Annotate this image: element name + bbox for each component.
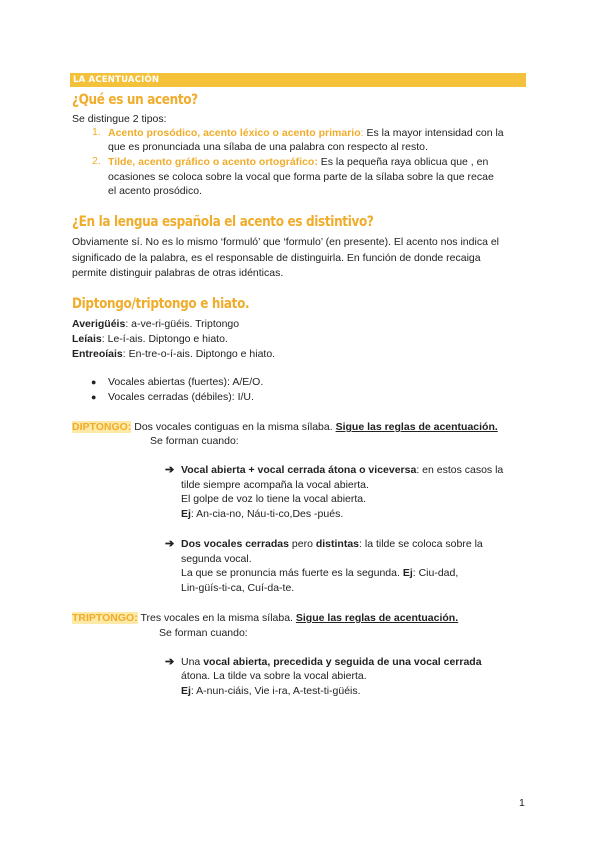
list-item-2-line2: ocasiones se coloca sobre la vocal que forma parte de la sílaba sobre la que recae bbox=[108, 171, 494, 183]
list-item-1: Acento prosódico, acento léxico o acento primario: Es la mayor intensidad con la bbox=[108, 127, 504, 139]
bullet-item: Vocales cerradas (débiles): I/U. bbox=[108, 391, 254, 403]
diptongo-case-1: Vocal abierta + vocal cerrada átona o viceversa: en estos casos la bbox=[181, 464, 504, 476]
diptongo-case-2-line: segunda vocal. bbox=[181, 553, 252, 565]
intro-text: Se distingue 2 tipos: bbox=[72, 113, 167, 125]
arrow-right-icon: ➔ bbox=[165, 656, 175, 668]
heading-que-es-acento: ¿Qué es un acento? bbox=[72, 92, 198, 108]
diptongo-case-2: Dos vocales cerradas pero distintas: la tilde se coloca sobre la bbox=[181, 538, 483, 550]
bullet-icon: ● bbox=[91, 377, 97, 387]
list-number-2: 2. bbox=[92, 155, 101, 167]
list-item-1-line2: que es pronunciada una sílaba de una palabra con respecto al resto. bbox=[108, 141, 428, 153]
diptongo-case-2-line: La que se pronuncia más fuerte es la segunda. Ej: Ciu-dad, bbox=[181, 567, 459, 579]
diptongo-case-1-line: El golpe de voz lo tiene la vocal abierta. bbox=[181, 493, 367, 505]
list-number-1: 1. bbox=[92, 126, 101, 138]
arrow-right-icon: ➔ bbox=[165, 464, 175, 476]
diptongo-case-1-line: tilde siempre acompaña la vocal abierta. bbox=[181, 479, 369, 491]
paragraph-line: Obviamente sí. No es lo mismo ‘formuló’ que ‘formulo’ (en presente). El acento nos indica el bbox=[72, 236, 499, 248]
list-item-2-line3: el acento prosódico. bbox=[108, 185, 202, 197]
list-item-2: Tilde, acento gráfico o acento ortográfico: Es la pequeña raya oblicua que , en bbox=[108, 156, 489, 168]
page-number: 1 bbox=[519, 797, 525, 809]
diptongo-definition: DIPTONGO: Dos vocales contiguas en la misma sílaba. Sigue las reglas de acentuación. bbox=[72, 421, 498, 433]
triptongo-case-1-example: Ej: A-nun-ciáis, Vie i-ra, A-test-ti-güéis. bbox=[181, 685, 361, 697]
bullet-item: Vocales abiertas (fuertes): A/E/O. bbox=[108, 376, 264, 388]
diptongo-sub: Se forman cuando: bbox=[150, 435, 239, 447]
bullet-icon: ● bbox=[91, 392, 97, 402]
example-line: Averigüéis: a-ve-ri-güéis. Triptongo bbox=[72, 318, 240, 330]
example-line: Entreoíais: En-tre-o-í-ais. Diptongo e hiato. bbox=[72, 348, 276, 360]
paragraph-line: permite distinguir palabras de otras idénticas. bbox=[72, 267, 284, 279]
paragraph-line: significado de la palabra, es el responsable de distinguirla. En función de donde recaiga bbox=[72, 252, 481, 264]
triptongo-case-1: Una vocal abierta, precedida y seguida de una vocal cerrada bbox=[181, 656, 482, 668]
triptongo-case-1-line: átona. La tilde va sobre la vocal abierta. bbox=[181, 670, 367, 682]
triptongo-definition: TRIPTONGO: Tres vocales en la misma sílaba. Sigue las reglas de acentuación. bbox=[72, 612, 459, 624]
heading-distintivo: ¿En la lengua española el acento es distintivo? bbox=[72, 214, 374, 230]
section-banner: LA ACENTUACIÓN bbox=[70, 73, 526, 87]
heading-diptongo-triptongo: Diptongo/triptongo e hiato. bbox=[72, 296, 250, 312]
diptongo-case-2-line: Lin-güís-ti-ca, Cuí-da-te. bbox=[181, 582, 295, 594]
diptongo-case-1-example: Ej: An-cia-no, Náu-ti-co,Des -pués. bbox=[181, 508, 344, 520]
arrow-right-icon: ➔ bbox=[165, 538, 175, 550]
example-line: Leíais: Le-í-ais. Diptongo e hiato. bbox=[72, 333, 228, 345]
triptongo-sub: Se forman cuando: bbox=[159, 627, 248, 639]
